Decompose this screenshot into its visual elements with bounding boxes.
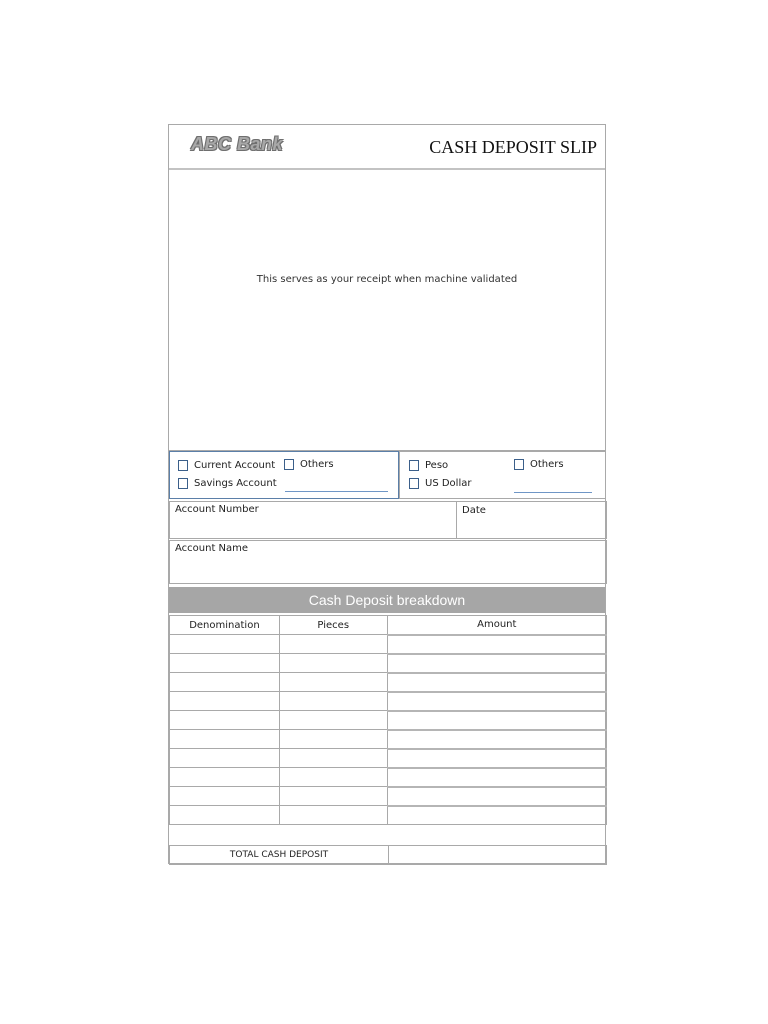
- amount-cell[interactable]: [387, 749, 606, 768]
- pieces-cell[interactable]: [279, 749, 387, 768]
- currency-others-label: Others: [530, 459, 564, 470]
- table-row: [170, 654, 607, 673]
- pieces-header: Pieces: [279, 616, 387, 635]
- checkbox-box[interactable]: [409, 478, 419, 489]
- currency-group: [399, 451, 605, 499]
- account-others-blank[interactable]: [285, 491, 388, 492]
- account-name-field[interactable]: [169, 540, 607, 584]
- bank-logo: ABC Bank: [191, 134, 284, 154]
- checkbox-box[interactable]: [178, 460, 188, 471]
- pieces-cell[interactable]: [279, 787, 387, 806]
- us-dollar-label: US Dollar: [425, 478, 472, 489]
- pieces-cell[interactable]: [279, 654, 387, 673]
- checkbox-box[interactable]: [514, 459, 524, 470]
- pieces-cell[interactable]: [279, 635, 387, 654]
- validation-area: [169, 170, 605, 451]
- pieces-cell[interactable]: [279, 730, 387, 749]
- table-row: [170, 711, 607, 730]
- pieces-cell[interactable]: [279, 768, 387, 787]
- table-row: [170, 787, 607, 806]
- denomination-header: Denomination: [170, 616, 280, 635]
- table-row: [170, 635, 607, 654]
- amount-header: Amount: [387, 616, 606, 635]
- receipt-note: This serves as your receipt when machine validated: [256, 274, 518, 285]
- denomination-cell[interactable]: [170, 730, 280, 749]
- total-amount-cell[interactable]: [389, 846, 606, 864]
- us-dollar-checkbox[interactable]: [409, 478, 471, 489]
- table-row: [170, 673, 607, 692]
- denomination-cell[interactable]: [170, 635, 280, 654]
- table-row: [170, 768, 607, 787]
- checkbox-box[interactable]: [178, 478, 188, 489]
- checkbox-box[interactable]: [284, 459, 294, 470]
- currency-others-checkbox[interactable]: [514, 459, 564, 470]
- cash-deposit-slip: [168, 124, 606, 864]
- slip-header: [169, 125, 605, 170]
- denomination-cell[interactable]: [170, 692, 280, 711]
- amount-cell[interactable]: [387, 768, 606, 787]
- peso-checkbox[interactable]: [409, 460, 448, 471]
- slip-title: CASH DEPOSIT SLIP: [429, 137, 597, 157]
- breakdown-table: [169, 615, 607, 825]
- total-row: [169, 845, 607, 865]
- amount-cell[interactable]: [387, 806, 606, 825]
- total-cash-deposit-label: TOTAL CASH DEPOSIT: [170, 846, 389, 864]
- savings-account-label: Savings Account: [194, 478, 277, 489]
- date-label: Date: [462, 505, 486, 516]
- pieces-cell[interactable]: [279, 692, 387, 711]
- denomination-cell[interactable]: [170, 654, 280, 673]
- account-name-label: Account Name: [175, 543, 249, 554]
- breakdown-title: Cash Deposit breakdown: [169, 587, 605, 613]
- currency-others-blank[interactable]: [514, 492, 592, 493]
- account-number-label: Account Number: [175, 504, 259, 515]
- pieces-cell[interactable]: [279, 711, 387, 730]
- account-type-group: [169, 451, 399, 499]
- table-row: [170, 806, 607, 825]
- peso-label: Peso: [425, 460, 449, 471]
- denomination-cell[interactable]: [170, 673, 280, 692]
- savings-account-checkbox[interactable]: [178, 478, 277, 489]
- denomination-cell[interactable]: [170, 768, 280, 787]
- date-field[interactable]: [456, 501, 607, 539]
- amount-cell[interactable]: [387, 787, 606, 806]
- table-row: [170, 749, 607, 768]
- amount-cell[interactable]: [387, 673, 606, 692]
- account-others-label: Others: [300, 459, 334, 470]
- current-account-label: Current Account: [194, 460, 276, 471]
- denomination-cell[interactable]: [170, 749, 280, 768]
- account-number-field[interactable]: [169, 501, 457, 539]
- breakdown-header-row: [170, 616, 607, 635]
- amount-cell[interactable]: [387, 730, 606, 749]
- table-row: [170, 730, 607, 749]
- pieces-cell[interactable]: [279, 673, 387, 692]
- amount-cell[interactable]: [387, 692, 606, 711]
- denomination-cell[interactable]: [170, 711, 280, 730]
- amount-cell[interactable]: [387, 654, 606, 673]
- denomination-cell[interactable]: [170, 806, 280, 825]
- amount-cell[interactable]: [387, 711, 606, 730]
- amount-cell[interactable]: [387, 635, 606, 654]
- checkbox-box[interactable]: [409, 460, 419, 471]
- table-row: [170, 692, 607, 711]
- denomination-cell[interactable]: [170, 787, 280, 806]
- account-others-checkbox[interactable]: [284, 459, 334, 470]
- pieces-cell[interactable]: [279, 806, 387, 825]
- current-account-checkbox[interactable]: [178, 460, 275, 471]
